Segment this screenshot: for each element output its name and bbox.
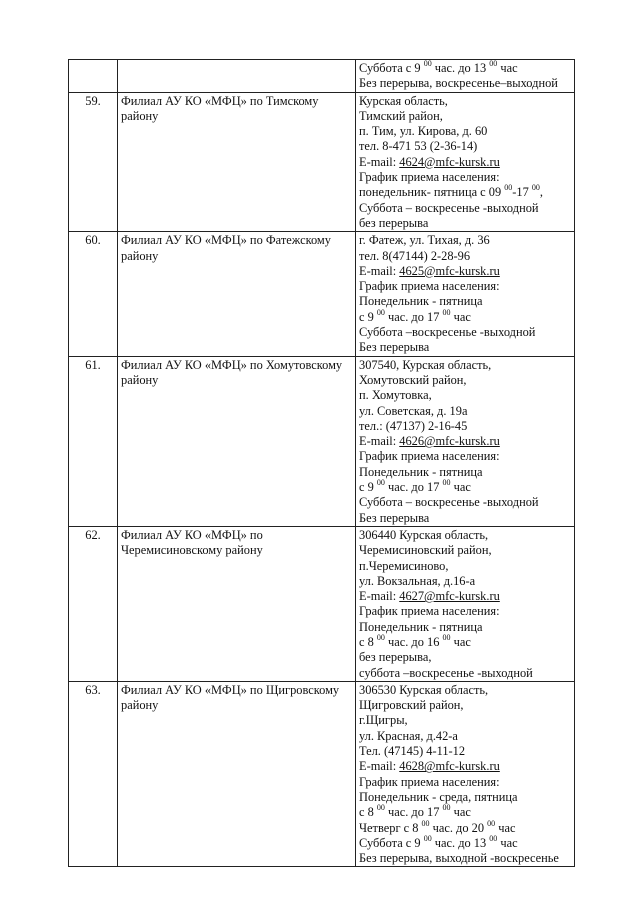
contact-text: час: [450, 634, 471, 649]
contact-text: Без перерыва, воскресенье–выходной: [359, 76, 558, 91]
contact-line: [359, 216, 571, 231]
contact-line: [359, 604, 571, 619]
contact-line: [359, 124, 571, 139]
contact-info-cell: [356, 681, 575, 867]
contact-line: [359, 805, 571, 820]
table-row: [69, 681, 575, 867]
time-minutes-superscript: 00: [489, 59, 498, 68]
contact-line: [359, 449, 571, 464]
contact-text: тел. 8-471 53 (2-36-14): [359, 139, 478, 154]
contact-text: п. Тим, ул. Кирова, д. 60: [359, 124, 488, 139]
contact-line: [359, 683, 571, 698]
contact-line: [359, 325, 571, 340]
contact-line: [359, 698, 571, 713]
contact-line: [359, 201, 571, 216]
contact-line: [359, 340, 571, 355]
branch-name-cell: [118, 232, 356, 356]
email-link[interactable]: 4626@mfc-kursk.ru: [399, 434, 500, 449]
contact-text: Хомутовский район,: [359, 372, 467, 387]
row-number: 63.: [85, 682, 101, 697]
contact-text: Тимский район,: [359, 108, 443, 123]
contact-text: час. до 13: [431, 835, 490, 850]
contact-text: час: [495, 820, 516, 835]
contact-line: [359, 61, 571, 76]
time-minutes-superscript: 00: [376, 632, 385, 642]
contact-text: тел.: (47137) 2-16-45: [359, 418, 468, 433]
contact-line: [359, 76, 571, 91]
table-row: [69, 60, 575, 93]
time-minutes-superscript: 00: [376, 307, 385, 317]
contact-line: [359, 511, 571, 526]
contact-text: час. до 20: [429, 820, 488, 835]
branch-name-cell: [118, 356, 356, 526]
row-number-cell: [69, 60, 118, 93]
contact-text: 307540, Курская область,: [359, 357, 492, 372]
contact-text: ул. Советская, д. 19а: [359, 403, 468, 418]
time-minutes-superscript: 00: [442, 803, 451, 813]
contact-text: График приема населения:: [359, 604, 500, 619]
contact-line: [359, 589, 571, 604]
contact-text: ул. Вокзальная, д.16-а: [359, 573, 476, 588]
contact-line: [359, 574, 571, 589]
contact-line: [359, 233, 571, 248]
contact-text: 306440 Курская область,: [359, 527, 489, 542]
contact-info-cell: [356, 356, 575, 526]
contact-text: понедельник- пятница с 09: [359, 185, 505, 200]
branch-name: Филиал АУ КО «МФЦ» по Фатежскому району: [121, 233, 331, 263]
branch-name-cell: [118, 92, 356, 232]
contact-text: п. Хомутовка,: [359, 388, 432, 403]
contact-info-cell: [356, 526, 575, 681]
time-minutes-superscript: 00: [376, 478, 385, 488]
branch-name-cell: [118, 60, 356, 93]
contact-line: [359, 294, 571, 309]
contact-text: час: [450, 805, 471, 820]
contact-text: с 8: [359, 805, 377, 820]
contact-line: [359, 109, 571, 124]
contact-text: Понедельник - пятница: [359, 619, 483, 634]
contact-text: График приема населения:: [359, 279, 500, 294]
email-link[interactable]: 4627@mfc-kursk.ru: [399, 589, 500, 604]
contact-line: [359, 528, 571, 543]
contact-text: без перерыва,: [359, 650, 432, 665]
contact-line: [359, 744, 571, 759]
row-number: 60.: [85, 233, 101, 248]
contact-line: [359, 851, 571, 866]
row-number: 61.: [85, 357, 101, 372]
contact-text: час. до 13: [431, 61, 490, 75]
table-body: [69, 60, 575, 867]
contact-text: 306530 Курская область,: [359, 682, 489, 697]
contact-line: [359, 480, 571, 495]
contact-text: Понедельник - пятница: [359, 294, 483, 309]
contact-line: [359, 465, 571, 480]
contact-line: [359, 307, 571, 325]
contact-line: [359, 775, 571, 790]
row-number-cell: [69, 356, 118, 526]
contact-text: График приема населения:: [359, 449, 500, 464]
contact-text: суббота –воскресенье -выходной: [359, 665, 533, 680]
contact-line: [359, 373, 571, 388]
time-minutes-superscript: 00: [487, 818, 496, 828]
contact-text: г.Щигры,: [359, 713, 408, 728]
email-link[interactable]: 4624@mfc-kursk.ru: [399, 154, 500, 169]
contact-text: час: [497, 61, 518, 75]
contact-text: Без перерыва: [359, 340, 430, 355]
row-number-cell: [69, 526, 118, 681]
contact-info-cell: [356, 232, 575, 356]
time-minutes-superscript: 00: [531, 183, 540, 193]
row-number: 59.: [85, 93, 101, 108]
contact-info-cell: [356, 92, 575, 232]
time-minutes-superscript: 00: [421, 818, 430, 828]
contact-line: [359, 650, 571, 665]
contact-line: [359, 249, 571, 264]
contact-text: тел. 8(47144) 2-28-96: [359, 248, 471, 263]
contact-line: [359, 155, 571, 170]
contact-text: час. до 17: [384, 309, 443, 324]
contact-line: [359, 833, 571, 851]
contact-text: Суббота –воскресенье -выходной: [359, 325, 536, 340]
contact-text: График приема населения:: [359, 170, 500, 185]
contact-text: -17: [512, 185, 532, 200]
contact-line: [359, 559, 571, 574]
contact-text: E-mail:: [359, 154, 400, 169]
contact-text: час: [450, 480, 471, 495]
contact-line: [359, 388, 571, 403]
contact-text: ул. Красная, д.42-а: [359, 728, 458, 743]
contact-text: E-mail:: [359, 263, 400, 278]
time-minutes-superscript: 00: [489, 833, 498, 843]
table-row: [69, 92, 575, 232]
contact-text: Щигровский район,: [359, 698, 464, 713]
branch-name: Филиал АУ КО «МФЦ» по Черемисиновскому району: [121, 527, 263, 558]
contact-text: Суббота с 9: [359, 61, 424, 75]
table-row: [69, 232, 575, 356]
contact-line: [359, 434, 571, 449]
contact-text: с 8: [359, 634, 377, 649]
contact-text: Суббота с 9: [359, 835, 424, 850]
contact-line: [359, 404, 571, 419]
email-link[interactable]: 4628@mfc-kursk.ru: [399, 759, 500, 774]
email-link[interactable]: 4625@mfc-kursk.ru: [399, 263, 500, 278]
contact-line: [359, 790, 571, 805]
time-minutes-superscript: 00: [442, 632, 451, 642]
contact-text: Тел. (47145) 4-11-12: [359, 744, 466, 759]
contact-info-cell: [356, 60, 575, 93]
table-row: [69, 526, 575, 681]
table-row: [69, 356, 575, 526]
contact-text: Понедельник - среда, пятница: [359, 789, 518, 804]
contact-line: [359, 543, 571, 558]
contact-text: Без перерыва, выходной -воскресенье: [359, 851, 559, 866]
row-number-cell: [69, 681, 118, 867]
contact-line: [359, 358, 571, 373]
contact-text: Курская область,: [359, 93, 448, 108]
contact-text: п.Черемисиново,: [359, 558, 449, 573]
contact-line: [359, 419, 571, 434]
time-minutes-superscript: 00: [376, 803, 385, 813]
contact-text: час. до 17: [384, 480, 443, 495]
contact-text: с 9: [359, 309, 377, 324]
row-number: 62.: [85, 527, 101, 542]
contact-text: E-mail:: [359, 759, 400, 774]
contact-line: [359, 94, 571, 109]
time-minutes-superscript: 00: [442, 307, 451, 317]
contact-text: Суббота – воскресенье -выходной: [359, 200, 539, 215]
contact-text: час. до 17: [384, 805, 443, 820]
contact-line: [359, 279, 571, 294]
contact-text: Суббота – воскресенье -выходной: [359, 495, 539, 510]
contact-text: E-mail:: [359, 589, 400, 604]
branch-name-cell: [118, 681, 356, 867]
contact-line: [359, 713, 571, 728]
contact-line: [359, 264, 571, 279]
contact-line: [359, 620, 571, 635]
contact-text: час. до 16: [384, 634, 443, 649]
contact-line: [359, 139, 571, 154]
contact-text: Четверг с 8: [359, 820, 422, 835]
time-minutes-superscript: 00: [423, 833, 432, 843]
contact-text: без перерыва: [359, 215, 429, 230]
contact-text: График приема населения:: [359, 774, 500, 789]
contact-line: [359, 632, 571, 650]
contact-line: [359, 495, 571, 510]
contact-text: Без перерыва: [359, 510, 430, 525]
time-minutes-superscript: 00: [504, 183, 513, 193]
contact-text: час: [497, 835, 518, 850]
branch-name-cell: [118, 526, 356, 681]
time-minutes-superscript: 00: [442, 478, 451, 488]
contact-text: ,: [539, 185, 543, 200]
branch-name: Филиал АУ КО «МФЦ» по Тимскому району: [121, 93, 319, 123]
branches-table: [68, 59, 575, 867]
contact-text: Черемисиновский район,: [359, 543, 492, 558]
contact-line: [359, 729, 571, 744]
contact-line: [359, 666, 571, 681]
row-number-cell: [69, 92, 118, 232]
contact-line: [359, 185, 571, 200]
contact-text: час: [450, 309, 471, 324]
branch-name: Филиал АУ КО «МФЦ» по Щигровскому району: [121, 682, 340, 713]
contact-line: [359, 759, 571, 774]
contact-line: [359, 818, 571, 836]
time-minutes-superscript: 00: [423, 59, 432, 68]
contact-text: с 9: [359, 480, 377, 495]
contact-text: Понедельник - пятница: [359, 464, 483, 479]
contact-text: г. Фатеж, ул. Тихая, д. 36: [359, 233, 490, 248]
row-number-cell: [69, 232, 118, 356]
contact-text: E-mail:: [359, 434, 400, 449]
branch-name: Филиал АУ КО «МФЦ» по Хомутовскому району: [121, 357, 343, 387]
